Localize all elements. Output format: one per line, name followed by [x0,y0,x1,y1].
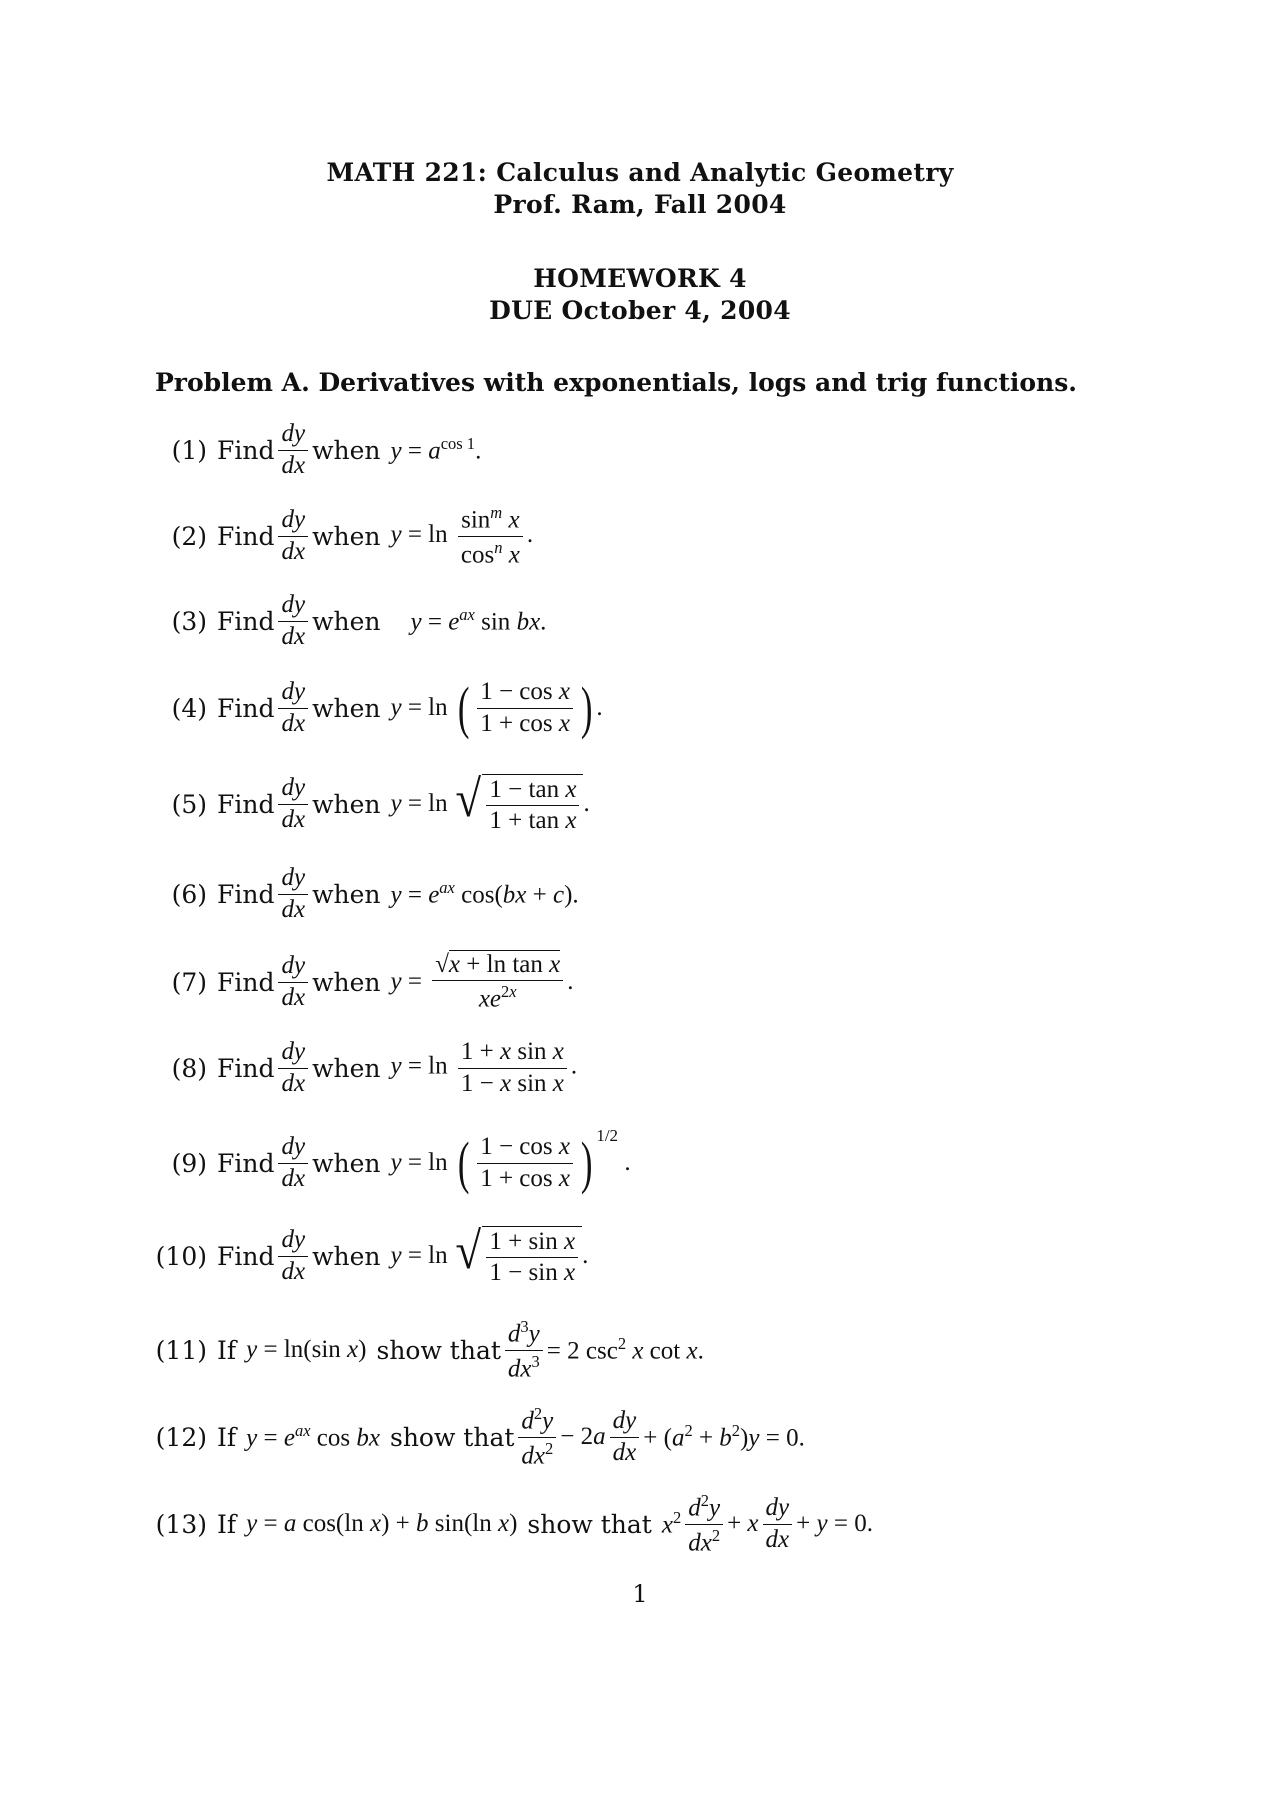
problem-11 [145,1316,704,1382]
math-expression: + $(a^2 + b^2)y = 0$. [643,1421,805,1452]
derivative-fraction: $\frac{dy}{dx}$ [763,1495,793,1553]
problem-5 [145,770,590,834]
problem-number: (1) [171,435,207,465]
math-expression: $y = e^{ax}$ cos bx [246,1421,380,1452]
if-label: If [217,1335,237,1365]
math-expression: y = $\frac{\text{√x + ln tan x}}{xe^{2x}}$ . [390,950,574,1013]
problem-number: (6) [171,879,207,909]
when-label: when [312,967,381,997]
find-label: Find [217,879,275,909]
problem-number: (2) [171,521,207,551]
problem-number: (3) [171,606,207,636]
find-label: Find [217,789,275,819]
derivative-fraction: $\frac{dy}{dx}$ [278,953,308,1011]
find-label: Find [217,967,275,997]
problem-6 [145,866,579,922]
second-derivative-fraction: $\frac{d^2y}{dx^2}$ [518,1405,556,1469]
math-expression: y = ln(sin x) [246,1336,367,1363]
problem-number: (5) [171,789,207,819]
assignment-title: HOMEWORK 4 [533,264,747,293]
problem-number: (11) [155,1335,207,1365]
when-label: when [312,521,381,551]
derivative-fraction: $\frac{dy}{dx}$ [278,507,308,565]
math-expression: y = a cos(ln x) + b sin(ln x) [246,1510,518,1537]
math-expression: + x [727,1510,759,1537]
derivative-fraction: $\frac{dy}{dx}$ [278,1134,308,1192]
problem-12 [145,1403,805,1469]
derivative-fraction: $\frac{dy}{dx}$ [610,1408,640,1466]
math-expression: $y = e^{ax}$ cos(bx + c). [390,878,579,909]
derivative-fraction: $\frac{dy}{dx}$ [278,592,308,650]
problem-10 [145,1222,589,1286]
derivative-fraction: $\frac{dy}{dx}$ [278,1039,308,1097]
math-expression: y = ln $\frac{\text{1 + x sin x}}{\text{1 − x sin x}}$ . [390,1038,578,1097]
find-label: Find [217,1148,275,1178]
when-label: when [312,1241,381,1271]
find-label: Find [217,1241,275,1271]
show-that-label: show that [376,1335,501,1365]
course-title: MATH 221: Calculus and Analytic Geometry [326,158,954,187]
problem-number: (12) [155,1422,207,1452]
show-that-label: show that [389,1422,515,1452]
section-title: Problem A. Derivatives with exponentials, logs and trig functions. [155,368,1078,397]
math-expression: y = ln √ $\frac{\text{1 − tan x}}{\text{1 + tan x}}$ . [390,770,590,834]
problem-number: (13) [155,1509,207,1539]
find-label: Find [217,1053,275,1083]
when-label: when [312,1053,381,1083]
problem-4 [145,675,603,740]
derivative-fraction: $\frac{dy}{dx}$ [278,775,308,833]
math-expression: y = ln $\frac{\sin^m x}{\cos^n x}$ . [390,502,534,568]
problem-number: (10) [155,1241,207,1271]
when-label: when [312,789,381,819]
when-label: when [312,1148,381,1178]
problem-1 [145,422,481,478]
when-label: when [312,606,381,636]
find-label: Find [217,693,275,723]
third-derivative-fraction: $\frac{d^3y}{dx^3}$ [505,1318,543,1382]
when-label: when [312,693,381,723]
math-expression: $x^2$ [661,1508,682,1539]
math-expression: − 2a [560,1423,606,1450]
problem-number: (9) [171,1148,207,1178]
problem-9 [145,1126,631,1195]
problem-number: (7) [171,967,207,997]
math-expression: = 2 $\csc^2 x$ cot x. [546,1334,704,1365]
math-expression: y = ln ( $\frac{\text{1 − cos x}}{\text{1 + cos x}}$ ) 1/2 . [390,1126,631,1195]
if-label: If [217,1509,237,1539]
find-label: Find [217,521,275,551]
problem-2 [145,502,534,568]
math-expression: $y = a^{cos 1}$. [390,434,482,465]
problem-3 [145,593,546,649]
if-label: If [217,1422,237,1452]
derivative-fraction: $\frac{dy}{dx}$ [278,679,308,737]
problem-7 [145,950,574,1013]
problem-number: (4) [171,693,207,723]
when-label: when [312,435,381,465]
problem-8 [145,1040,577,1096]
derivative-fraction: $\frac{dy}{dx}$ [278,421,308,479]
find-label: Find [217,606,275,636]
due-date: DUE October 4, 2004 [489,296,791,325]
problem-13 [145,1490,873,1556]
derivative-fraction: $\frac{dy}{dx}$ [278,1227,308,1285]
math-expression: $y = e^{ax}$ sin bx. [410,605,547,636]
when-label: when [312,879,381,909]
second-derivative-fraction: $\frac{d^2y}{dx^2}$ [685,1492,723,1556]
math-expression: y = ln √ $\frac{\text{1 + sin x}}{\text{1 − sin x}}$ . [390,1222,589,1286]
page-number: 1 [632,1580,648,1608]
math-expression: + y = 0. [796,1510,873,1537]
math-expression: y = ln ( $\frac{\text{1 − cos x}}{\text{1 + cos x}}$ ) . [390,675,603,740]
derivative-fraction: $\frac{dy}{dx}$ [278,865,308,923]
show-that-label: show that [527,1509,652,1539]
find-label: Find [217,435,275,465]
problem-number: (8) [171,1053,207,1083]
instructor-line: Prof. Ram, Fall 2004 [493,190,787,219]
